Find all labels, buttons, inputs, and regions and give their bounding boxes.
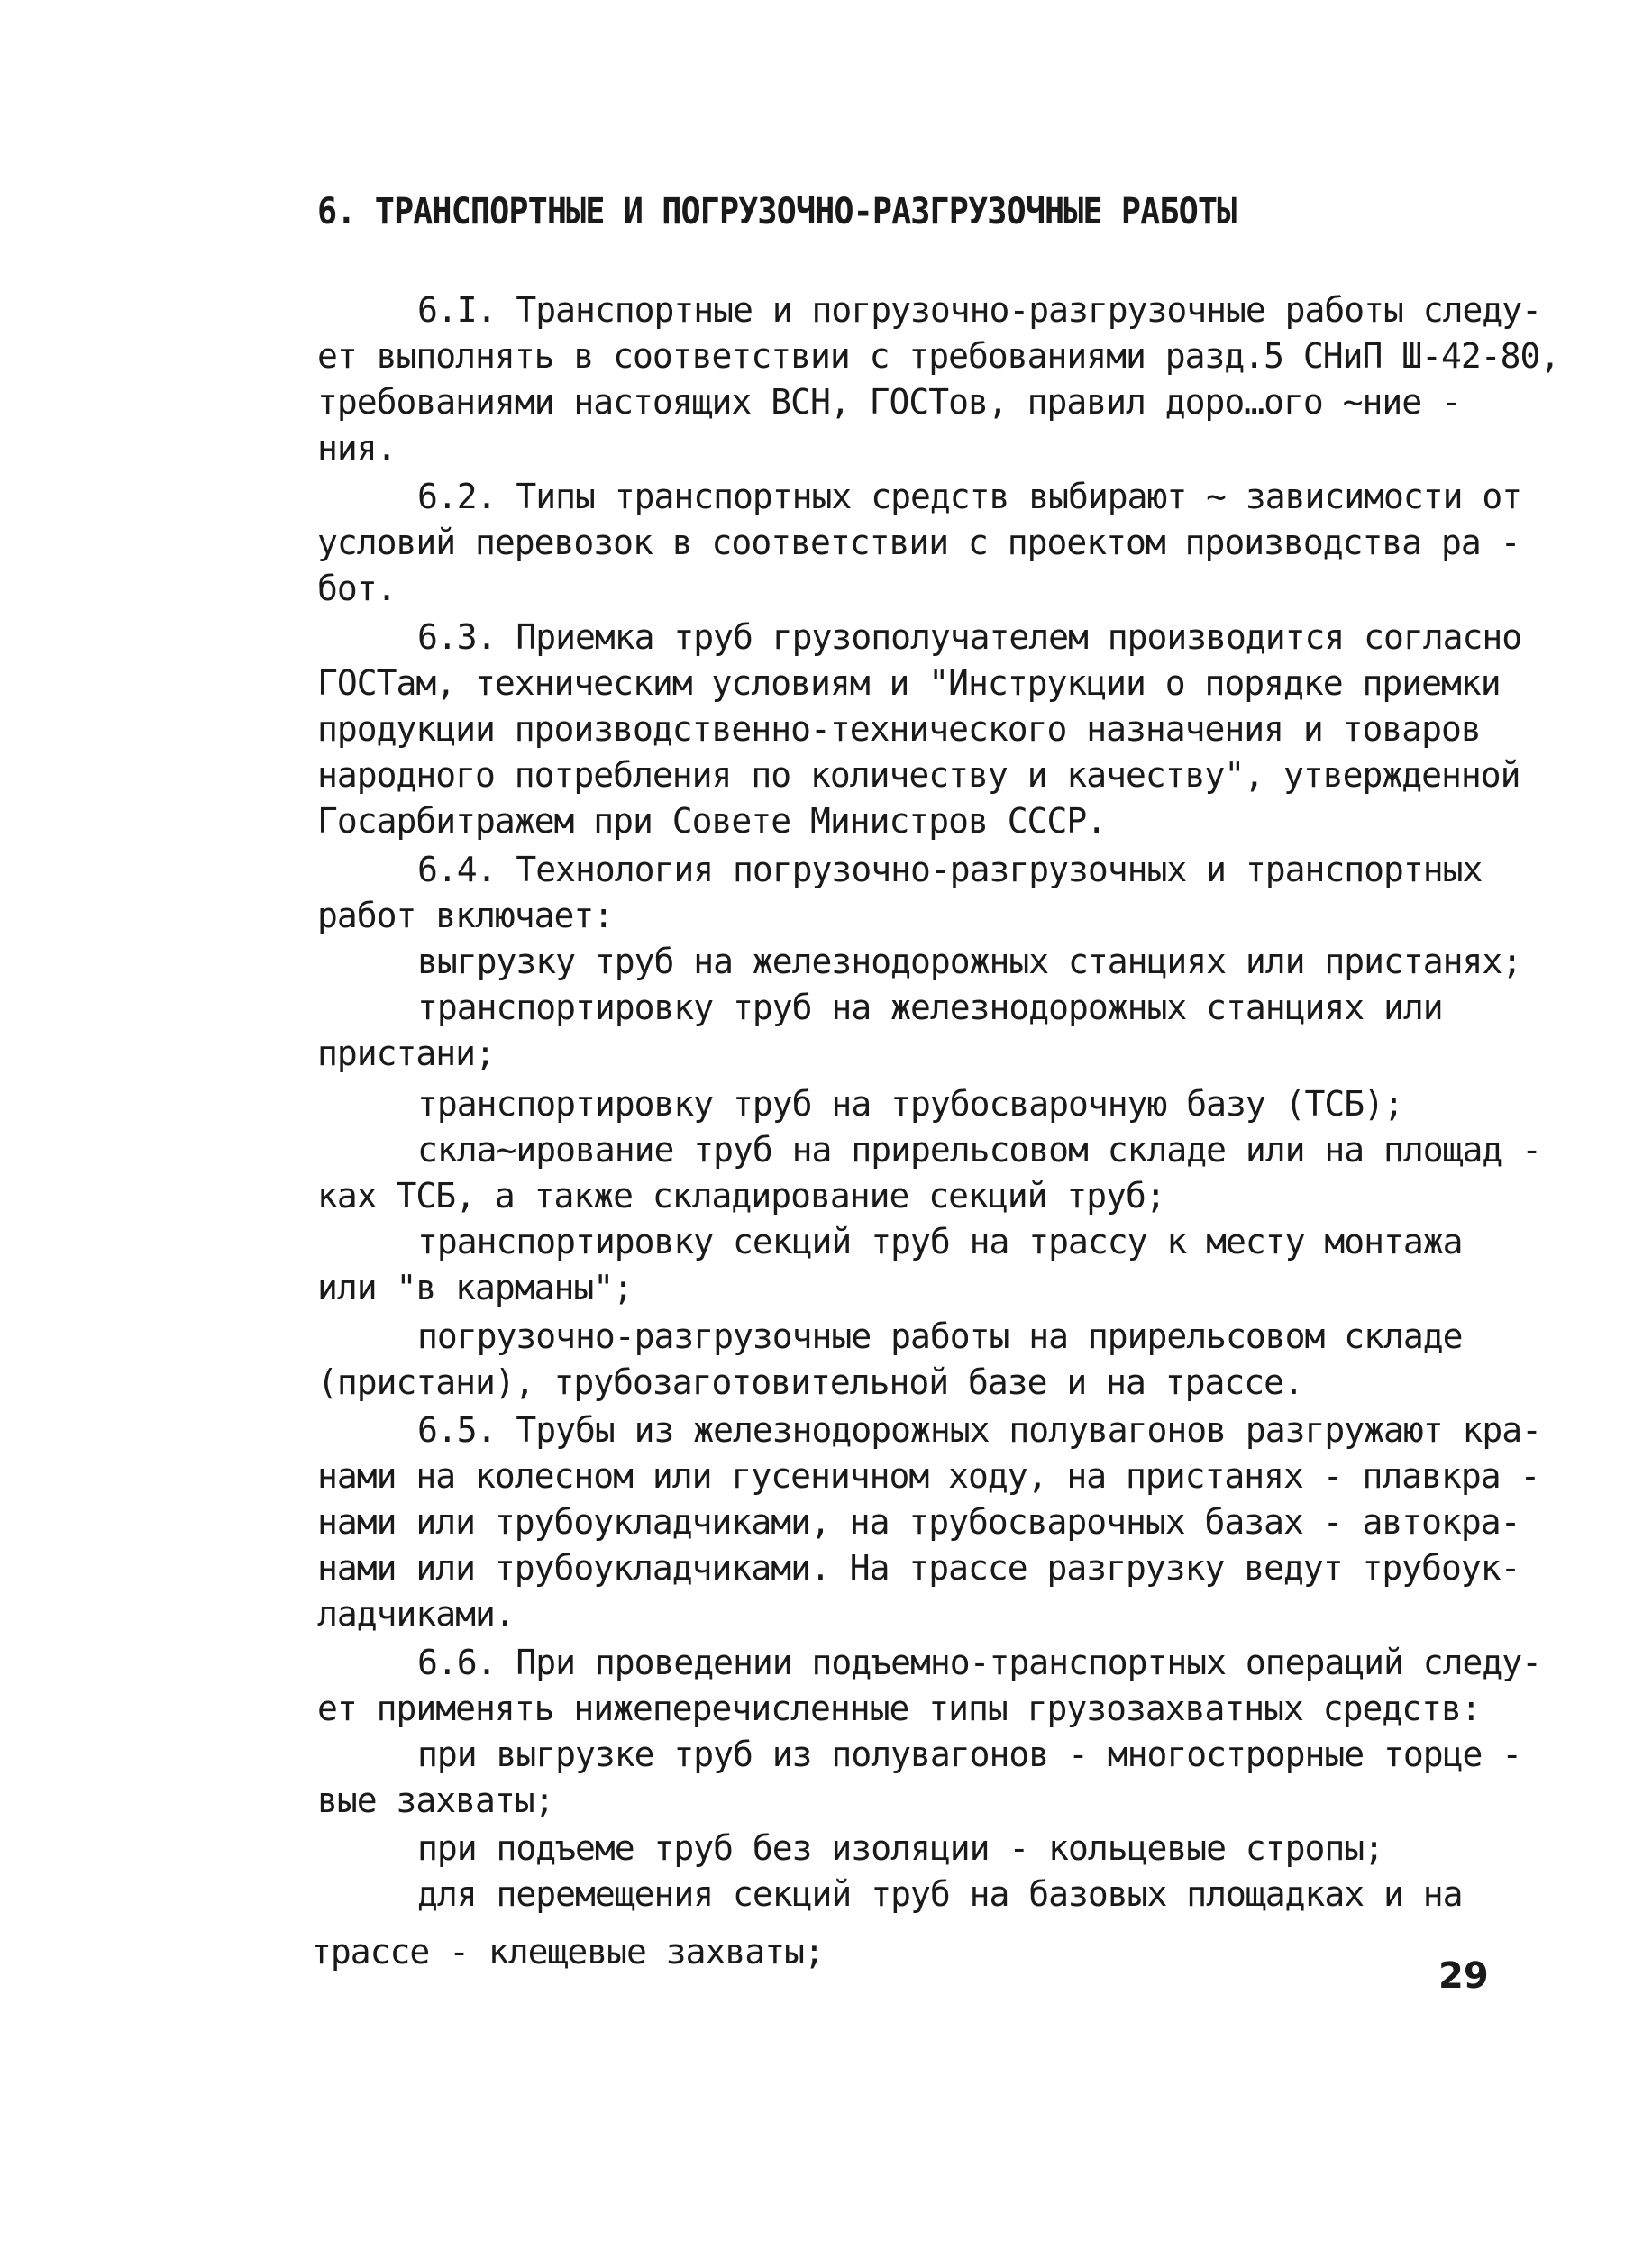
text-line: при подъеме труб без изоляции - кольцевые стропы;	[417, 1828, 1384, 1868]
text-line: скла~ирование труб на прирельсовом складе или на площад -	[417, 1130, 1542, 1170]
text-line: нами или трубоукладчиками, на трубосварочных базах - автокра-	[317, 1502, 1520, 1542]
text-line: 6.2. Типы транспортных средств выбирают ~ зависимости от	[417, 477, 1522, 516]
text-line: требованиями настоящих ВСН, ГОСТов, правил доро…ого ~ние -	[317, 382, 1461, 422]
text-line: транспортировку труб на трубосварочную базу (ТСБ);	[417, 1084, 1403, 1124]
text-line: работ включает:	[317, 896, 614, 935]
text-line: Госарбитражем при Совете Министров СССР.	[317, 801, 1107, 841]
text-line: 6.I. Транспортные и погрузочно-разгрузочные работы следу-	[417, 290, 1542, 330]
text-line: ет применять нижеперечисленные типы грузозахватных средств:	[317, 1689, 1481, 1728]
text-line: бот.	[317, 569, 397, 608]
text-line: ках ТСБ, а также складирование секций труб;	[317, 1176, 1165, 1216]
text-line: нами на колесном или гусеничном ходу, на пристанях - плавкра -	[317, 1456, 1540, 1496]
section-heading: 6. ТРАНСПОРТНЫЕ И ПОГРУЗОЧНО-РАЗГРУЗОЧНЫЕ РАБОТЫ	[317, 191, 1237, 232]
text-line: народного потребления по количеству и качеству", утвержденной	[317, 755, 1520, 795]
text-line: 6.5. Трубы из железнодорожных полувагонов разгружают кра-	[417, 1410, 1542, 1450]
text-line: условий перевозок в соответствии с проектом производства ра -	[317, 523, 1520, 562]
text-line: пристани;	[317, 1034, 495, 1073]
text-line: трассе - клещевые захваты;	[311, 1932, 824, 1972]
text-line: транспортировку труб на железнодорожных станциях или	[417, 988, 1443, 1027]
text-line: 6.3. Приемка труб грузополучателем производится согласно	[417, 617, 1522, 657]
text-line: для перемещения секций труб на базовых площадках и на	[417, 1874, 1463, 1914]
page-number: 29	[1438, 1955, 1489, 1997]
text-line: выгрузку труб на железнодорожных станциях или пристанях;	[417, 942, 1522, 981]
text-line: или "в карманы";	[317, 1268, 634, 1307]
text-line: нами или трубоукладчиками. На трассе разгрузку ведут трубоук-	[317, 1548, 1520, 1588]
text-line: при выгрузке труб из полувагонов - многострорные торце -	[417, 1735, 1522, 1774]
text-line: (пристани), трубозаготовительной базе и на трассе.	[317, 1362, 1303, 1402]
text-line: погрузочно-разгрузочные работы на прирельсовом складе	[417, 1316, 1463, 1356]
text-line: ет выполнять в соответствии с требованиями разд.5 СНиП Ш-42-80,	[317, 336, 1560, 376]
text-line: ГОСТам, техническим условиям и "Инструкции о порядке приемки	[317, 663, 1501, 703]
text-line: 6.6. При проведении подъемно-транспортных операций следу-	[417, 1643, 1542, 1682]
text-line: 6.4. Технология погрузочно-разгрузочных и транспортных	[417, 850, 1483, 889]
text-line: ния.	[317, 428, 397, 468]
text-line: ладчиками.	[317, 1594, 515, 1634]
text-line: вые захваты;	[317, 1781, 554, 1820]
text-line: продукции производственно-технического назначения и товаров	[317, 709, 1481, 749]
text-line: транспортировку секций труб на трассу к месту монтажа	[417, 1222, 1463, 1262]
